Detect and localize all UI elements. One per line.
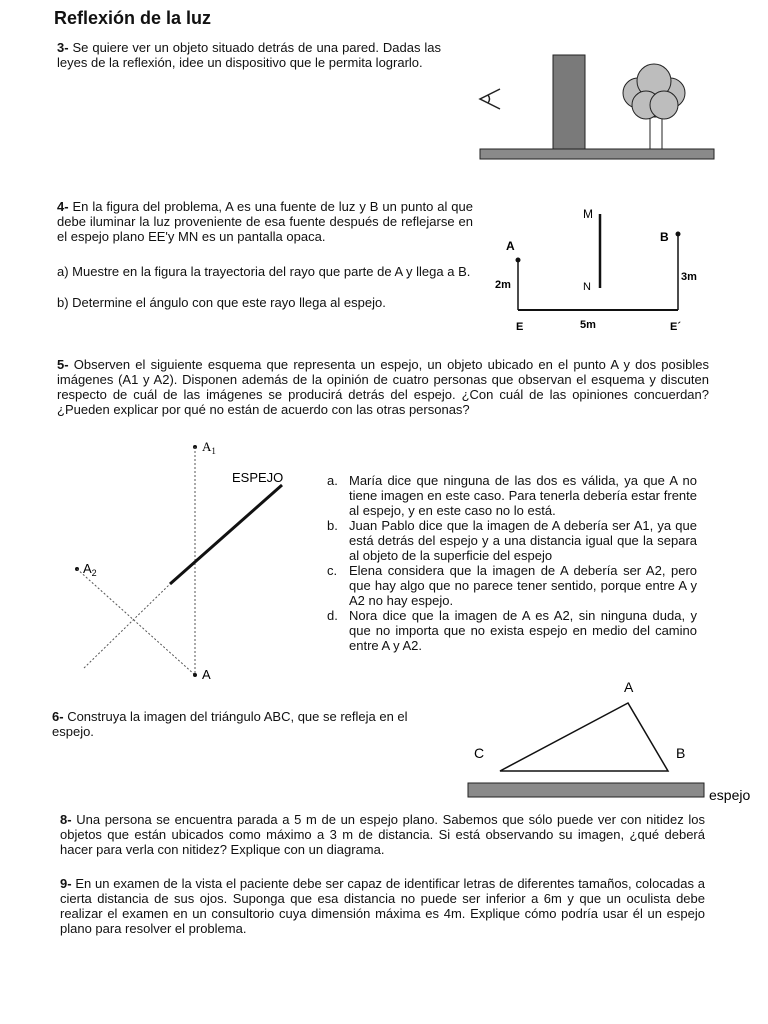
triangle-ABC [500, 703, 668, 771]
mirror-line [170, 485, 282, 584]
problem-5-figure [60, 432, 320, 692]
triangle-label-B: B [676, 745, 686, 761]
triangle-label-C: C [474, 745, 485, 761]
option-b-text: Juan Pablo dice que la imagen de A debería ser A1, ya que está detrás del espejo y a una distancia igual que la separa al objeto de la superficie del espejo [349, 518, 697, 563]
option-d [327, 608, 697, 653]
label-N: N [583, 281, 591, 293]
problem-8-number: 8- [60, 812, 72, 827]
label-A2: A [83, 561, 92, 576]
option-a-letter: a. [327, 473, 338, 488]
label-espejo: ESPEJO [232, 470, 284, 485]
problem-6-text: Construya la imagen del triángulo ABC, que se refleja en el espejo. [52, 709, 408, 739]
tree-icon [623, 64, 685, 149]
problem-4-text: En la figura del problema, A es una fuente de luz y B un punto al que debe iluminar la luz proveniente de esa fuente después de reflejarse en el espejo plano EE'y MN es un pantalla opaca. [57, 199, 473, 244]
dist-A: 2m [495, 279, 511, 291]
page-title: Reflexión de la luz [54, 8, 212, 28]
option-a-text: María dice que ninguna de las dos es válida, ya que A no tiene imagen en este caso. Para tenerla debería estar frente al espejo, y en este caso no lo está. [349, 473, 697, 518]
label-E2: E´ [670, 321, 681, 333]
options-list [327, 473, 697, 653]
problem-6-figure [460, 675, 760, 810]
problem-3-number: 3- [57, 40, 69, 55]
dashed-line-A2-A [77, 569, 195, 675]
problem-5-text: Observen el siguiente esquema que representa un espejo, un objeto ubicado en el punto A y dos posibles imágenes (A1 y A2). Disponen además de la opinión de cuatro personas que observan el esquema y discuten respecto de cuál de las imágenes se producirá detrás del espejo. ¿Con cuál de las opiniones concuerdan? ¿Pueden explicar por qué no están de acuerdo con las otras personas? [57, 357, 709, 417]
problem-9-number: 9- [60, 876, 72, 891]
problem-5-number: 5- [57, 357, 69, 372]
label-E: E [516, 321, 524, 333]
problem-8 [60, 812, 705, 857]
problem-9 [60, 876, 705, 936]
problem-4 [57, 199, 473, 244]
dist-EE: 5m [580, 319, 596, 331]
label-A2-sub: 2 [91, 568, 97, 578]
option-d-letter: d. [327, 608, 338, 623]
svg-text:A2 [83, 561, 97, 578]
mirror-bar [468, 783, 704, 797]
problem-3 [57, 40, 441, 70]
point-A [193, 673, 197, 677]
option-d-text: Nora dice que la imagen de A es A2, sin ninguna duda, y que no importa que no exista espejo en medio del camino entre A y A2. [349, 608, 697, 653]
label-A: A [202, 667, 211, 682]
dashed-line-perpendicular [84, 584, 170, 668]
problem-8-text: Una persona se encuentra parada a 5 m de un espejo plano. Sabemos que sólo puede ver con nitidez los objetos que están ubicados como máximo a 3 m de distancia. Si está observando su imagen, ¿qué deberá hacer para verla con nitidez? Explique con un diagrama. [60, 812, 705, 857]
problem-5 [57, 357, 709, 417]
problem-4-item-b: b) Determine el ángulo con que este rayo llega al espejo. [57, 295, 386, 310]
triangle-label-A: A [624, 679, 634, 695]
label-A1: A [202, 439, 212, 454]
wall [553, 55, 585, 149]
problem-3-text: Se quiere ver un objeto situado detrás de una pared. Dadas las leyes de la reflexión, idee un dispositivo que le permita lograrlo. [57, 40, 441, 70]
label-espejo-6: espejo [709, 787, 751, 803]
problem-3-figure [460, 45, 720, 165]
svg-text:A1 [202, 439, 216, 456]
label-M: M [583, 207, 593, 221]
label-B: B [660, 230, 669, 244]
dist-B: 3m [681, 271, 697, 283]
problem-6 [52, 709, 447, 739]
problem-9-text: En un examen de la vista el paciente debe ser capaz de identificar letras de diferentes tamaños, colocadas a cierta distancia de sus ojos. Suponga que esa distancia no puede ser inferior a 6m y que un oculista debe realizar el examen en un consultorio cuya dimensión máxima es 4m. Explique cómo podría usar él un espejo plano para resolver el problema. [60, 876, 705, 936]
problem-4-number: 4- [57, 199, 69, 214]
option-c-letter: c. [327, 563, 338, 578]
option-c-text: Elena considera que la imagen de A debería ser A2, pero que hay algo que no parece tener sentido, porque entre A y A2 no hay espejo. [349, 563, 697, 608]
problem-4-item-a: a) Muestre en la figura la trayectoria del rayo que parte de A y llega a B. [57, 264, 471, 279]
option-b-letter: b. [327, 518, 338, 533]
label-A1-sub: 1 [211, 446, 216, 456]
eye-icon [480, 89, 500, 109]
label-A: A [506, 239, 515, 253]
option-b [327, 518, 697, 563]
problem-4-figure [488, 200, 708, 340]
option-c [327, 563, 697, 608]
problem-6-number: 6- [52, 709, 64, 724]
option-a [327, 473, 697, 518]
ground [480, 149, 714, 159]
